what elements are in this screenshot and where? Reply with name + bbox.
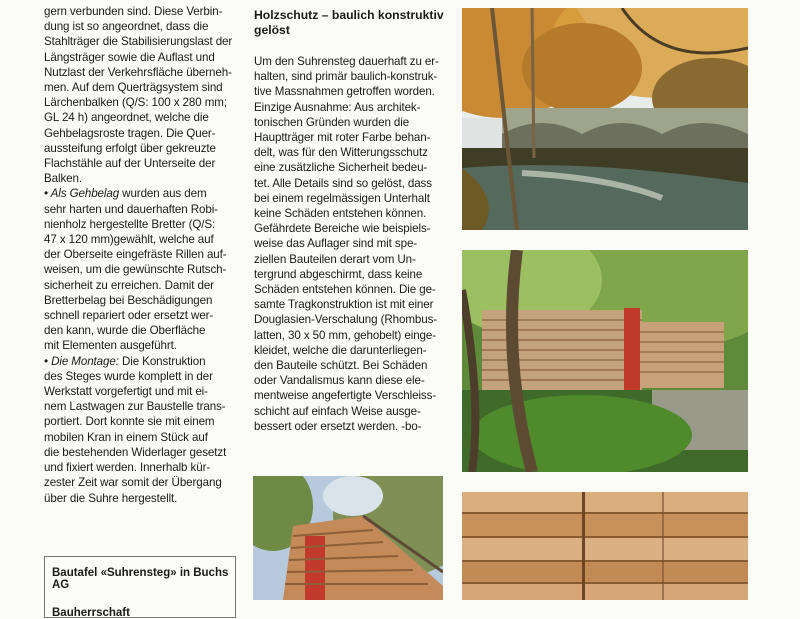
- text-line: den kann, wurde die Oberfläche: [44, 324, 206, 338]
- text-line: oder Vandalismus kann diese ele-: [254, 374, 425, 388]
- text-line: Gefährdete Bereiche wie beispiels-: [254, 222, 431, 236]
- stacked-planks-photo: [462, 492, 748, 600]
- text-line: sehr harten und dauerhaften Robi-: [44, 202, 218, 216]
- text-line: sicherheit zu erreichen. Damit der: [44, 278, 214, 292]
- text-line: Längsträger sowie die Auflast und: [44, 50, 215, 64]
- text-line: bei einem regelmässigen Unterhalt: [254, 191, 430, 205]
- text-line: schicht auf einfach Weise ausge-: [254, 404, 421, 418]
- text-line: die bestehenden Widerlager gesetzt: [44, 445, 227, 459]
- text-line: Bretterbelag bei Beschädigungen: [44, 293, 213, 307]
- text-line: tergrund abgeschirmt, dass keine: [254, 267, 423, 281]
- section-heading-holzschutz: [254, 8, 444, 38]
- text-line: samte Tragkonstruktion ist mit einer: [254, 298, 434, 312]
- text-line: kleidet, welche die darunterliegen-: [254, 343, 427, 357]
- text-line: [44, 354, 234, 369]
- text-line: aussteifung erfolgt über gekreuzte: [44, 141, 216, 155]
- text-line: der Oberseite eingefräste Rillen auf-: [44, 248, 227, 262]
- text-line: gern verbunden sind. Diese Verbin-: [44, 5, 223, 18]
- text-line: delt, was für den Witterungsschutz: [254, 146, 428, 160]
- text-line: halten, sind primär baulich-konstruk-: [254, 70, 438, 84]
- middle-text-column: [254, 0, 444, 434]
- text-line: schnell repariert oder ersetzt wer-: [44, 309, 214, 323]
- bridge-cladding-closeup-photo: [253, 476, 443, 600]
- text-line: mobilen Kran in einem Stück auf: [44, 430, 208, 444]
- left-paragraph-gehbelag: [44, 186, 234, 353]
- middle-paragraph: [254, 54, 444, 434]
- text-line: tet. Alle Details sind so gelöst, dass: [254, 176, 432, 190]
- text-line: Gehbelagsroste tragen. Die Quer-: [44, 126, 216, 140]
- text-line: über die Suhre hergestellt.: [44, 491, 178, 505]
- text-line: mit Elementen ausgeführt.: [44, 339, 177, 353]
- text-line: nienholz hergestellte Bretter (Q/S:: [44, 217, 216, 231]
- bautafel-title: Bautafel «Suhrensteg» in Buchs AG: [52, 567, 229, 591]
- text-line: eine zusätzliche Sicherheit bedeu-: [254, 161, 428, 175]
- left-paragraph-1: [44, 0, 234, 186]
- text-span: Die Konstruktion: [118, 354, 206, 368]
- bautafel-info-box: [44, 556, 236, 618]
- clad-footbridge-photo: [462, 250, 748, 472]
- text-line: Um den Suhrensteg dauerhaft zu er-: [254, 55, 439, 68]
- text-line: 47 x 120 mm)gewählt, welche auf: [44, 233, 214, 247]
- text-line: portiert. Dort konnte sie mit einem: [44, 415, 215, 429]
- text-line: Balken.: [44, 172, 82, 186]
- text-line: Lärchenbalken (Q/S: 100 x 280 mm;: [44, 96, 227, 110]
- text-line: mentweise angefertigte Verschleiss-: [254, 389, 437, 403]
- text-line: nem Lastwagen zur Baustelle trans-: [44, 400, 226, 414]
- text-line: [44, 186, 234, 201]
- text-line: men. Auf dem Querträgsystem sind: [44, 81, 223, 95]
- text-line: zester Zeit war somit der Übergang: [44, 476, 222, 490]
- text-span: wurden aus dem: [119, 187, 207, 201]
- text-line: Flachstähle auf der Unterseite der: [44, 157, 216, 171]
- text-line: Nutzlast der Verkehrsfläche überneh-: [44, 65, 232, 79]
- text-line: des Steges wurde komplett in der: [44, 369, 213, 383]
- text-line: bessert oder ersetzt werden. -bo-: [254, 419, 422, 433]
- text-line: Werkstatt vorgefertigt und mit ei-: [44, 385, 208, 399]
- text-line: Douglasien-Verschalung (Rhombus-: [254, 313, 438, 327]
- left-text-column: [44, 0, 234, 506]
- text-line: weisen, um die gewünschte Rutsch-: [44, 263, 227, 277]
- text-line: weise das Auflager sind mit spe-: [254, 237, 418, 251]
- text-line: Einzige Ausnahme: Aus architek-: [254, 100, 421, 114]
- text-line: Schäden entstehen können. Die ge-: [254, 283, 436, 297]
- text-line: und fixiert werden. Innerhalb kür-: [44, 461, 211, 475]
- montage-lead: • Die Montage:: [44, 354, 119, 368]
- text-line: Hauptträger mit roter Farbe behan-: [254, 131, 431, 145]
- text-line: ziellen Bauteilen derart vom Un-: [254, 252, 416, 266]
- heading-line: gelöst: [254, 23, 290, 37]
- left-paragraph-montage: [44, 354, 234, 506]
- text-line: keine Schäden entstehen können.: [254, 207, 427, 221]
- gehbelag-lead: • Als Gehbelag: [44, 187, 120, 201]
- text-line: latten, 30 x 50 mm, gehobelt) einge-: [254, 328, 437, 342]
- bautafel-bauherrschaft: Bauherrschaft: [52, 607, 130, 619]
- text-line: GL 24 h) angeordnet, welche die: [44, 111, 209, 125]
- text-line: Stahlträger die Stabilisierungslast der: [44, 35, 233, 49]
- river-stone-bridge-photo: [462, 8, 748, 230]
- text-line: den Bauteile schützt. Bei Schäden: [254, 359, 428, 373]
- text-line: tive Massnahmen getroffen worden.: [254, 85, 435, 99]
- text-line: dung ist so angeordnet, dass die: [44, 20, 209, 34]
- heading-line: Holzschutz – baulich konstruktiv: [254, 8, 444, 22]
- text-line: tonischen Gründen wurden die: [254, 115, 410, 129]
